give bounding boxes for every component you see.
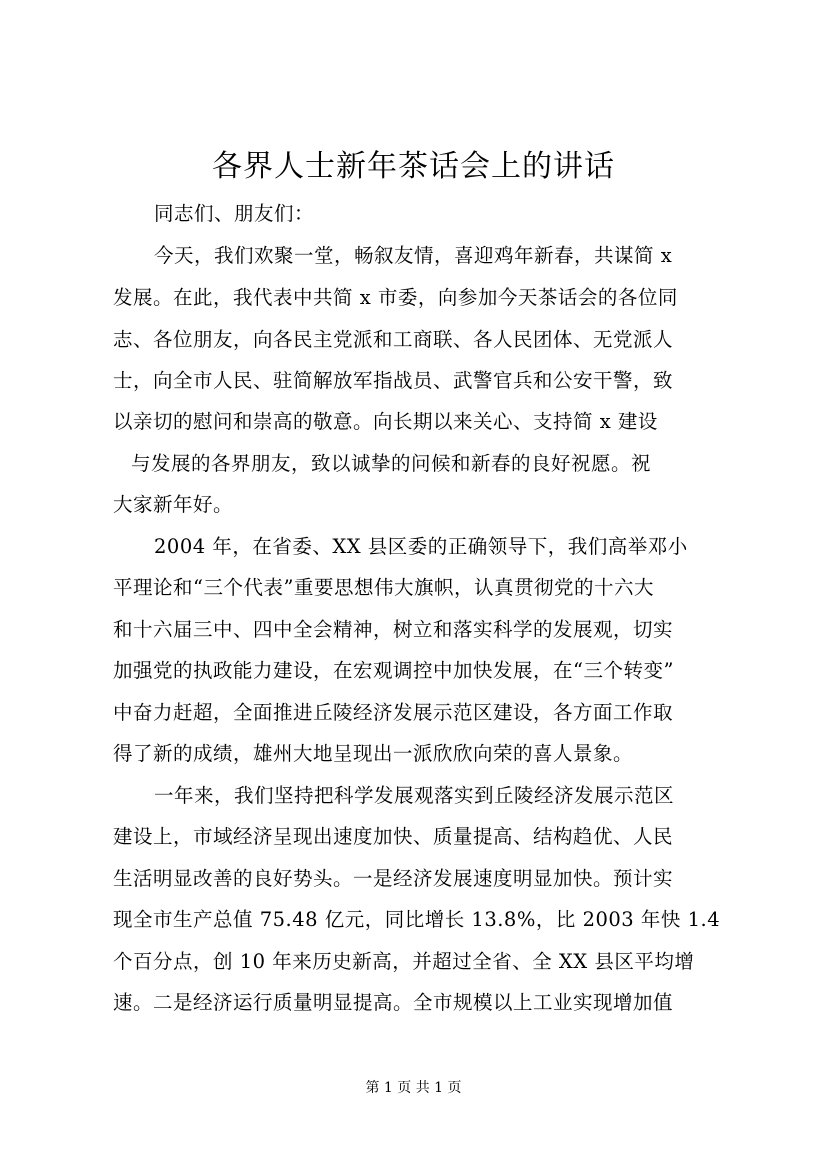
- body-line: 今天，我们欢聚一堂，畅叙友情，喜迎鸡年新春，共谋简 x: [154, 244, 673, 267]
- body-line: 一年来，我们坚持把科学发展观落实到丘陵经济发展示范区: [154, 784, 675, 807]
- body-line: 大家新年好。: [113, 493, 234, 516]
- body-line: 和十六届三中、四中全会精神，树立和落实科学的发展观，切实: [113, 618, 674, 641]
- body-line: 与发展的各界朋友，致以诚挚的问候和新春的良好祝愿。祝: [131, 452, 652, 475]
- body-line: 建设上，市域经济呈现出速度加快、质量提高、结构趋优、人民: [113, 825, 674, 848]
- page-footer: 第 1 页 共 1 页: [365, 1080, 462, 1096]
- body-line: 得了新的成绩，雄州大地呈现出一派欣欣向荣的喜人景象。: [113, 742, 634, 765]
- body-line: 速。二是经济运行质量明显提高。全市规模以上工业实现增加值: [113, 991, 674, 1014]
- body-line: 个百分点，创 10 年来历史新高，并超过全省、全 XX 县区平均增: [113, 950, 695, 973]
- body-line: 加强党的执政能力建设，在宏观调控中加快发展，在“三个转变”: [113, 659, 674, 682]
- body-line: 平理论和“三个代表”重要思想伟大旗帜，认真贯彻党的十六大: [113, 576, 654, 599]
- body-line: 志、各位朋友，向各民主党派和工商联、各人民团体、无党派人: [113, 328, 674, 351]
- body-line: 2004 年，在省委、XX 县区委的正确领导下，我们高举邓小: [154, 535, 688, 558]
- body-line: 以亲切的慰问和崇高的敬意。向长期以来关心、支持简 x 建设: [113, 410, 658, 433]
- body-line: 同志们、朋友们：: [154, 202, 315, 225]
- body-line: 现全市生产总值 75.48 亿元，同比增长 13.8%，比 2003 年快 1.4: [113, 908, 721, 931]
- body-line: 士，向全市人民、驻简解放军指战员、武警官兵和公安干警，致: [113, 369, 674, 392]
- body-line: 中奋力赶超，全面推进丘陵经济发展示范区建设，各方面工作取: [113, 701, 674, 724]
- body-line: 生活明显改善的良好势头。一是经济发展速度明显加快。预计实: [113, 867, 674, 890]
- document-title: 各界人士新年茶话会上的讲话: [212, 149, 615, 184]
- body-line: 发展。在此，我代表中共简 x 市委，向参加今天茶话会的各位同: [113, 286, 678, 309]
